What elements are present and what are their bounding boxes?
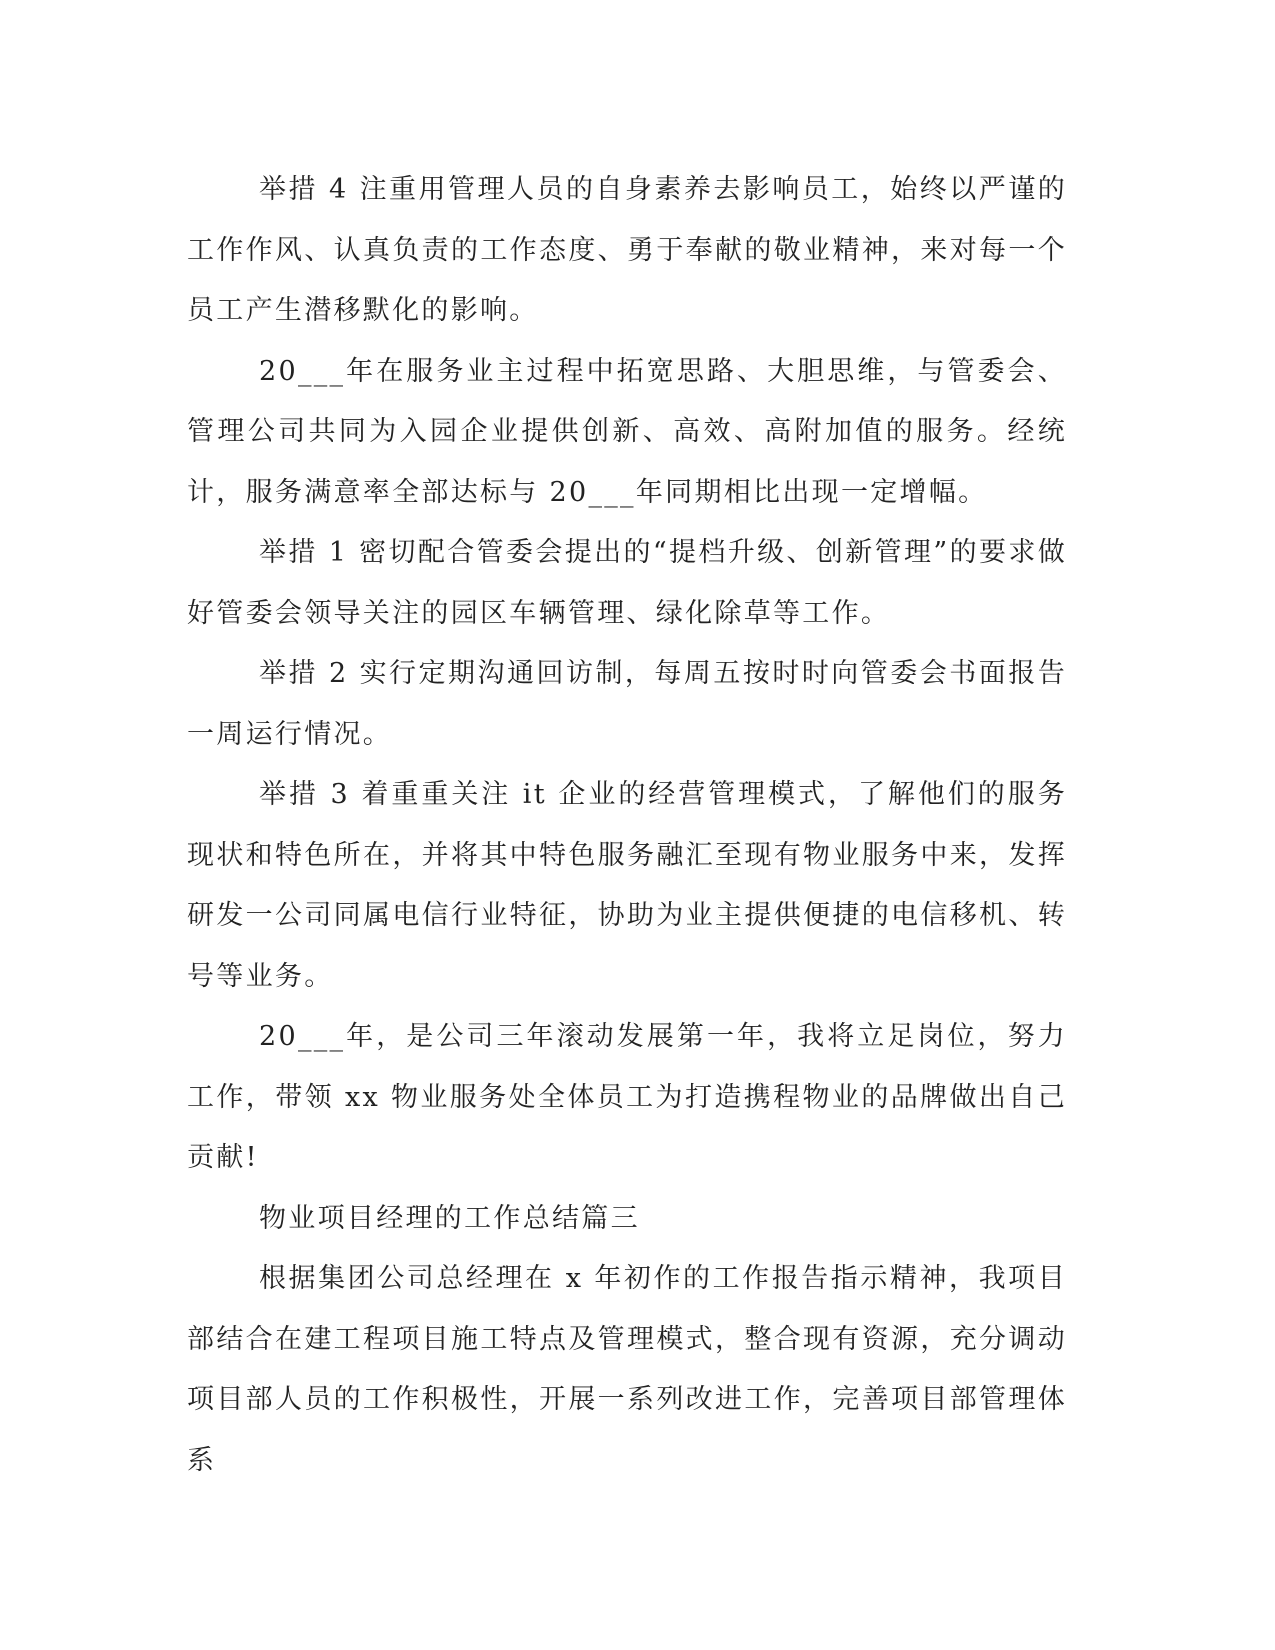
paragraph-measure-2: 举措 2 实行定期沟通回访制，每周五按时时向管委会书面报告一周运行情况。 [187,658,1067,750]
paragraph-outlook: 20___年，是公司三年滚动发展第一年，我将立足岗位，努力工作，带领 xx 物业服务处全体员工为打造携程物业的品牌做出自己贡献! [187,1021,1067,1173]
paragraph-section-intro: 根据集团公司总经理在 x 年初作的工作报告指示精神，我项目部结合在建工程项目施工特点及管理模式，整合现有资源，充分调动项目部人员的工作积极性，开展一系列改进工作，完善项目部管理体系 [187,1263,1067,1476]
paragraph-measure-4: 举措 4 注重用管理人员的自身素养去影响员工，始终以严谨的工作作风、认真负责的工作态度、勇于奉献的敬业精神，来对每一个员工产生潜移默化的影响。 [187,174,1067,326]
paragraph-measure-1: 举措 1 密切配合管委会提出的“提档升级、创新管理”的要求做好管委会领导关注的园区车辆管理、绿化除草等工作。 [187,537,1067,629]
paragraph-measure-3: 举措 3 着重重关注 it 企业的经营管理模式，了解他们的服务现状和特色所在，并将其中特色服务融汇至现有物业服务中来，发挥研发一公司同属电信行业特征，协助为业主提供便捷的电信移机、转号等业务。 [187,779,1067,992]
section-heading: 物业项目经理的工作总结篇三 [259,1202,640,1234]
paragraph-annual-summary: 20___年在服务业主过程中拓宽思路、大胆思维，与管委会、管理公司共同为入园企业提供创新、高效、高附加值的服务。经统计，服务满意率全部达标与 20___年同期相比出现一定增幅。 [187,355,1067,508]
document-body [187,160,1067,1491]
